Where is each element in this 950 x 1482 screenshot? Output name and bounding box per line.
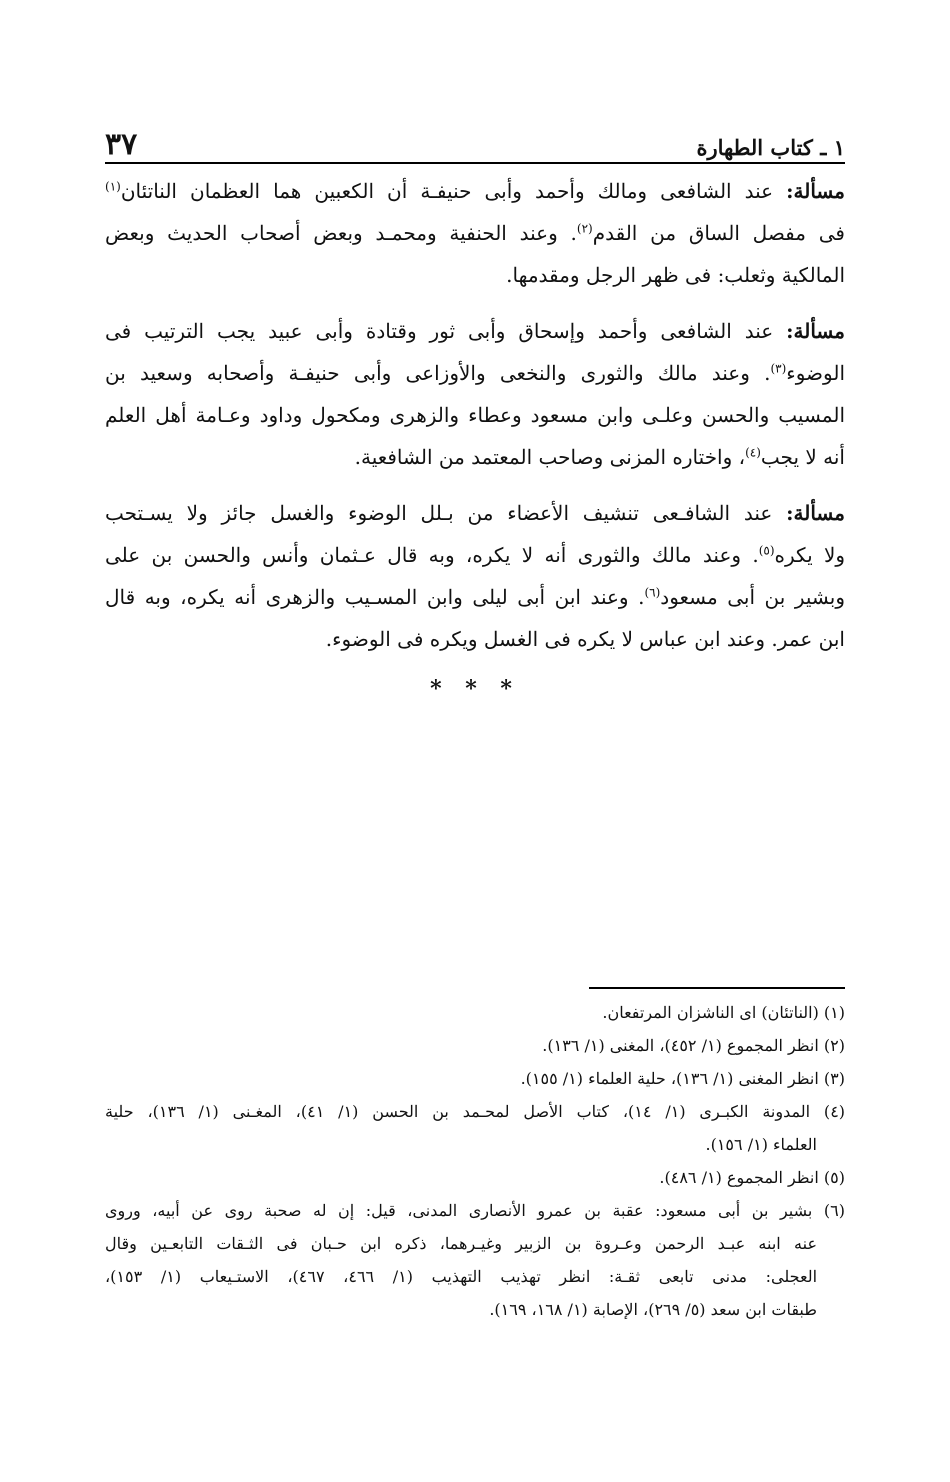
footnote-line: (٣) انظر المغنى (١/ ١٣٦)، حلية العلماء (١/ ١٥٥). [520,1069,845,1088]
paragraph [105,310,845,478]
text-line: أنه لا يجب$^{(٤)}$، واختاره المزنى وصاحب المعتمد من الشافعية. [354,445,845,469]
issue-keyword: مسألة: [786,179,845,203]
footnotes [105,996,845,1326]
footnote-ref[interactable]: (٤) [745,445,761,460]
issue-keyword: مسألة: [786,319,845,343]
section-separator: * * * [430,676,520,702]
text-line: فى مفصل الساق من القدم$^{(٢)}$. وعند الحنفية ومحمـد وبعض أصحاب الحديث وبعض [105,221,845,245]
footnote-line: (٢) انظر المجموع (١/ ٤٥٢)، المغنى (١/ ١٣٦). [542,1036,845,1055]
footnote-ref[interactable]: (٦) [644,585,661,600]
text-line: الوضوء$^{(٣)}$. وعند مالك والثورى والنخعى والأوزاعى وأبى حنيفـة وأصحابه وسعيد بن [105,361,845,385]
footnote-line: (١) (الناتئان) اى الناشزان المرتفعان. [602,1003,845,1022]
footnote-line: عنه ابنه عبـد الرحمن وعـروة بن الزبير وغيـرهما، ذكره ابن حـبان فى الثـقات التابعـين وقال [105,1234,817,1253]
running-title: ١ ـ كتاب الطهارة [696,135,845,160]
main-text [105,170,845,674]
footnote-ref[interactable]: (١) [105,179,121,194]
footnote-line: (٥) انظر المجموع (١/ ٤٨٦). [659,1168,845,1187]
text-line: المسيب والحسن وعلـى وابن مسعود وعطاء والزهرى ومكحول وداود وعـامة أهل العلم [105,403,845,427]
paragraph [105,170,845,296]
footnote-ref[interactable]: (٣) [770,361,787,376]
footnote-line: (٤) المدونة الكبـرى (١/ ١٤)، كتاب الأصل لمحـمد بن الحسن (١/ ٤١)، المغـنى (١/ ١٣٦)، حلية [105,1102,845,1121]
text-line: ابن عمر. وعند ابن عباس لا يكره فى الغسل ويكره فى الوضوء. [325,627,845,651]
footnote-ref[interactable]: (٥) [758,543,775,558]
text-line: مسألة: عند الشافعى ومالك وأحمد وأبى حنيفـة أن الكعبين هما العظمان الناتئان$^{(١)}$ [105,179,845,203]
footnote-ref[interactable]: (٢) [576,221,593,236]
page-header [105,122,845,164]
footnote-rule [589,987,845,989]
text-line: المالكية وثعلب: فى ظهر الرجل ومقدمها. [506,263,845,287]
footnote-line: (٦) بشير بن أبى مسعود: عقبة بن عمرو الأنصارى المدنى، قيل: إن له صحبة روى عن أبيه، وروى [105,1201,845,1220]
text-line: مسألة: عند الشافعى وأحمد وإسحاق وأبى ثور وقتادة وأبى عبيد يجب الترتيب فى [105,319,845,343]
text-line: ولا يكره$^{(٥)}$. وعند مالك والثورى أنه لا يكره، وبه قال عـثمان وأنس والحسن بن على [105,543,845,567]
text-line: مسألة: عند الشافـعى تنشيف الأعضاء من بـلل الوضوء والغسل جائز ولا يسـتحب [105,501,845,525]
paragraph [105,492,845,660]
footnote-line: طبقات ابن سعد (٥/ ٢٦٩)، الإصابة (١/ ١٦٨، ١٦٩). [489,1300,817,1319]
issue-keyword: مسألة: [786,501,845,525]
text-line: وبشير بن أبى مسعود$^{(٦)}$. وعند ابن أبى ليلى وابن المسـيب والزهرى أنه يكره، وبه قال [105,585,845,609]
footnote-line: العجلى: مدنى تابعى ثقـة: انظر تهذيب التهذيب (١/ ٤٦٦، ٤٦٧)، الاستـيعاب (١/ ١٥٣)، [105,1267,818,1286]
page-number: ٣٧ [105,127,138,162]
footnote-line: العلماء (١/ ١٥٦). [705,1135,817,1154]
